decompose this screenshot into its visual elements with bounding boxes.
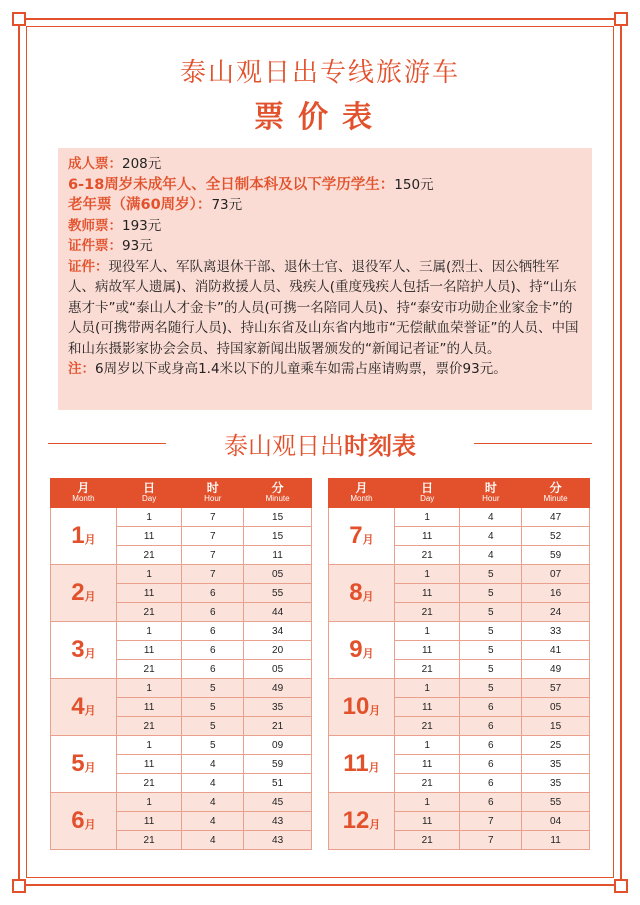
minute-cell: 04 (522, 812, 590, 831)
minute-cell: 59 (244, 755, 312, 774)
fare-certificate: 证件票：93元 (68, 238, 153, 254)
hour-cell: 6 (182, 660, 244, 679)
fare-adult: 成人票：208元 (68, 156, 162, 172)
month-cell (51, 679, 117, 736)
minute-cell: 55 (522, 793, 590, 812)
day-cell: 21 (116, 603, 182, 622)
child-note: 注：6周岁以下或身高1.4米以下的儿童乘车如需占座请购票，票价93元。 (68, 361, 507, 377)
month-cell (51, 793, 117, 850)
month-number: 1 (71, 522, 85, 549)
day-cell: 21 (394, 831, 460, 850)
column-header-cn: 分 (271, 481, 284, 495)
day-cell: 21 (394, 660, 460, 679)
column-header-cn: 日 (421, 481, 434, 495)
month-cell (329, 736, 395, 793)
table-row (51, 793, 312, 812)
month-unit: 月 (362, 591, 374, 603)
day-cell: 21 (394, 546, 460, 565)
schedule-title: 泰山观日出时刻表 (224, 432, 416, 460)
fare-teacher: 教师票：193元 (68, 217, 162, 234)
day-cell: 21 (116, 831, 182, 850)
column-header-en: Minute (265, 494, 290, 503)
minute-cell: 24 (522, 603, 590, 622)
month-cell (329, 622, 395, 679)
month-cell (51, 508, 117, 565)
table-row (51, 679, 312, 698)
minute-cell: 34 (244, 622, 312, 641)
hour-cell: 4 (182, 774, 244, 793)
month-unit: 月 (369, 705, 381, 717)
hour-cell: 5 (182, 736, 244, 755)
column-header-cn: 日 (143, 481, 156, 495)
table-row (51, 736, 312, 755)
minute-cell: 55 (244, 584, 312, 603)
month-number: 11 (343, 750, 369, 777)
month-unit: 月 (84, 648, 96, 660)
column-header (522, 479, 590, 508)
hour-cell: 7 (460, 831, 522, 850)
day-cell: 1 (394, 565, 460, 584)
column-header-en: Minute (543, 494, 568, 503)
month-cell (329, 565, 395, 622)
day-cell: 11 (116, 641, 182, 660)
day-cell: 21 (394, 717, 460, 736)
minute-cell: 15 (244, 527, 312, 546)
hour-cell: 7 (182, 527, 244, 546)
minute-cell: 41 (522, 641, 590, 660)
day-cell: 21 (116, 774, 182, 793)
hour-cell: 6 (460, 774, 522, 793)
minute-cell: 35 (244, 698, 312, 717)
table-row (51, 565, 312, 584)
month-cell (51, 622, 117, 679)
day-cell: 1 (394, 679, 460, 698)
day-cell: 21 (394, 603, 460, 622)
hour-cell: 5 (460, 641, 522, 660)
hour-cell: 6 (182, 603, 244, 622)
minute-cell: 35 (522, 755, 590, 774)
month-number: 5 (71, 750, 85, 777)
month-number: 10 (342, 693, 370, 720)
table-row (329, 679, 590, 698)
minute-cell: 59 (522, 546, 590, 565)
column-header-en: Day (141, 494, 157, 503)
minute-cell: 43 (244, 812, 312, 831)
day-cell: 1 (394, 508, 460, 527)
month-unit: 月 (362, 534, 374, 546)
month-unit: 月 (369, 819, 381, 831)
minute-cell: 51 (244, 774, 312, 793)
minute-cell: 09 (244, 736, 312, 755)
month-number: 9 (349, 636, 363, 663)
hour-cell: 7 (460, 812, 522, 831)
table-row (329, 508, 590, 527)
schedule-table-right (328, 478, 590, 850)
month-cell (329, 679, 395, 736)
column-header-en: Hour (482, 494, 500, 503)
day-cell: 11 (116, 584, 182, 603)
day-cell: 11 (116, 812, 182, 831)
day-cell: 11 (394, 641, 460, 660)
day-cell: 11 (394, 812, 460, 831)
month-number: 4 (71, 693, 85, 720)
minute-cell: 52 (522, 527, 590, 546)
corner-ornament-tl (12, 12, 26, 26)
month-cell (51, 736, 117, 793)
fare-panel (58, 148, 592, 410)
table-header-row (329, 479, 590, 508)
column-header (182, 479, 244, 508)
column-header-en: Month (350, 494, 373, 503)
certificate-note: 证件：现役军人、军队离退休干部、退休士官、退役军人、三属(烈士、因公牺牲军人、病故军人遗属)、消防救援人员、残疾人(重度残疾人包括一名陪护人员)、持“山东惠才卡”或“泰山人才金卡”的人员(可携一名陪同人员)、持“泰安市功勋企业家金卡”的人员(可携带两名随行人员)、持山东省及山东省内地市“无偿献血荣誉证”的人员、中国和山东摄影家协会会员、持国家新闻出版署颁发的“新闻记者证”的人员。 (68, 258, 579, 357)
column-header-cn: 分 (549, 481, 562, 495)
day-cell: 11 (116, 698, 182, 717)
month-cell (329, 508, 395, 565)
hour-cell: 4 (182, 812, 244, 831)
minute-cell: 16 (522, 584, 590, 603)
month-number: 7 (349, 522, 363, 549)
table-row (329, 736, 590, 755)
hour-cell: 5 (460, 603, 522, 622)
hour-cell: 4 (460, 508, 522, 527)
minute-cell: 49 (522, 660, 590, 679)
minute-cell: 44 (244, 603, 312, 622)
hour-cell: 5 (182, 679, 244, 698)
day-cell: 21 (116, 660, 182, 679)
hour-cell: 4 (460, 527, 522, 546)
day-cell: 11 (116, 527, 182, 546)
minute-cell: 33 (522, 622, 590, 641)
day-cell: 11 (394, 584, 460, 603)
corner-ornament-br (614, 879, 628, 893)
minute-cell: 49 (244, 679, 312, 698)
hour-cell: 7 (182, 546, 244, 565)
day-cell: 11 (394, 527, 460, 546)
column-header-cn: 时 (206, 481, 219, 495)
minute-cell: 15 (522, 717, 590, 736)
hour-cell: 4 (182, 831, 244, 850)
hour-cell: 5 (182, 717, 244, 736)
day-cell: 1 (116, 508, 182, 527)
day-cell: 1 (394, 736, 460, 755)
day-cell: 1 (116, 565, 182, 584)
month-unit: 月 (84, 762, 96, 774)
minute-cell: 11 (244, 546, 312, 565)
month-number: 12 (342, 807, 370, 834)
hour-cell: 6 (460, 793, 522, 812)
minute-cell: 45 (244, 793, 312, 812)
day-cell: 11 (394, 698, 460, 717)
minute-cell: 21 (244, 717, 312, 736)
table-row (51, 622, 312, 641)
column-header-cn: 时 (484, 481, 497, 495)
month-unit: 月 (84, 705, 96, 717)
minute-cell: 11 (522, 831, 590, 850)
hour-cell: 5 (182, 698, 244, 717)
minute-cell: 20 (244, 641, 312, 660)
column-header-en: Hour (204, 494, 222, 503)
minute-cell: 57 (522, 679, 590, 698)
column-header (116, 479, 182, 508)
hour-cell: 7 (182, 565, 244, 584)
schedule-heading (48, 426, 592, 460)
month-number: 3 (71, 636, 85, 663)
table-row (51, 508, 312, 527)
hour-cell: 4 (182, 793, 244, 812)
minute-cell: 47 (522, 508, 590, 527)
corner-ornament-bl (12, 879, 26, 893)
minute-cell: 35 (522, 774, 590, 793)
minute-cell: 15 (244, 508, 312, 527)
day-cell: 1 (394, 793, 460, 812)
hour-cell: 6 (460, 717, 522, 736)
corner-ornament-tr (614, 12, 628, 26)
month-number: 8 (349, 579, 363, 606)
hour-cell: 6 (182, 584, 244, 603)
hour-cell: 5 (460, 622, 522, 641)
hour-cell: 6 (460, 736, 522, 755)
page-title: 泰山观日出专线旅游车 (179, 58, 460, 88)
hour-cell: 4 (182, 755, 244, 774)
day-cell: 21 (116, 546, 182, 565)
column-header-en: Day (420, 494, 435, 503)
page-subtitle: 票价表 (254, 100, 386, 135)
minute-cell: 05 (522, 698, 590, 717)
day-cell: 21 (394, 774, 460, 793)
month-unit: 月 (84, 819, 96, 831)
fare-senior: 老年票（满60周岁）：73元 (68, 197, 243, 213)
minute-cell: 43 (244, 831, 312, 850)
column-header (460, 479, 522, 508)
fare-student: 6-18周岁未成年人、全日制本科及以下学历学生：150元 (68, 176, 434, 193)
column-header-cn: 月 (355, 481, 368, 495)
minute-cell: 05 (244, 660, 312, 679)
table-row (329, 565, 590, 584)
month-unit: 月 (84, 534, 96, 546)
column-header-en: Month (72, 494, 95, 503)
table-row (329, 793, 590, 812)
minute-cell: 25 (522, 736, 590, 755)
column-header-cn: 月 (77, 481, 90, 495)
minute-cell: 07 (522, 565, 590, 584)
column-header (394, 479, 460, 508)
month-unit: 月 (84, 591, 96, 603)
day-cell: 11 (394, 755, 460, 774)
day-cell: 1 (116, 793, 182, 812)
month-cell (329, 793, 395, 850)
month-number: 6 (71, 807, 85, 834)
hour-cell: 6 (182, 622, 244, 641)
day-cell: 11 (116, 755, 182, 774)
schedule-table-left (50, 478, 312, 850)
month-unit: 月 (368, 762, 380, 774)
day-cell: 21 (116, 717, 182, 736)
column-header (51, 479, 117, 508)
table-row (329, 622, 590, 641)
day-cell: 1 (394, 622, 460, 641)
column-header (329, 479, 395, 508)
hour-cell: 4 (460, 546, 522, 565)
hour-cell: 5 (460, 679, 522, 698)
day-cell: 1 (116, 622, 182, 641)
hour-cell: 6 (460, 698, 522, 717)
hour-cell: 5 (460, 565, 522, 584)
day-cell: 1 (116, 679, 182, 698)
hour-cell: 5 (460, 584, 522, 603)
hour-cell: 6 (182, 641, 244, 660)
month-unit: 月 (362, 648, 374, 660)
month-cell (51, 565, 117, 622)
hour-cell: 5 (460, 660, 522, 679)
hour-cell: 6 (460, 755, 522, 774)
hour-cell: 7 (182, 508, 244, 527)
column-header (244, 479, 312, 508)
minute-cell: 05 (244, 565, 312, 584)
day-cell: 1 (116, 736, 182, 755)
table-header-row (51, 479, 312, 508)
month-number: 2 (71, 579, 85, 606)
